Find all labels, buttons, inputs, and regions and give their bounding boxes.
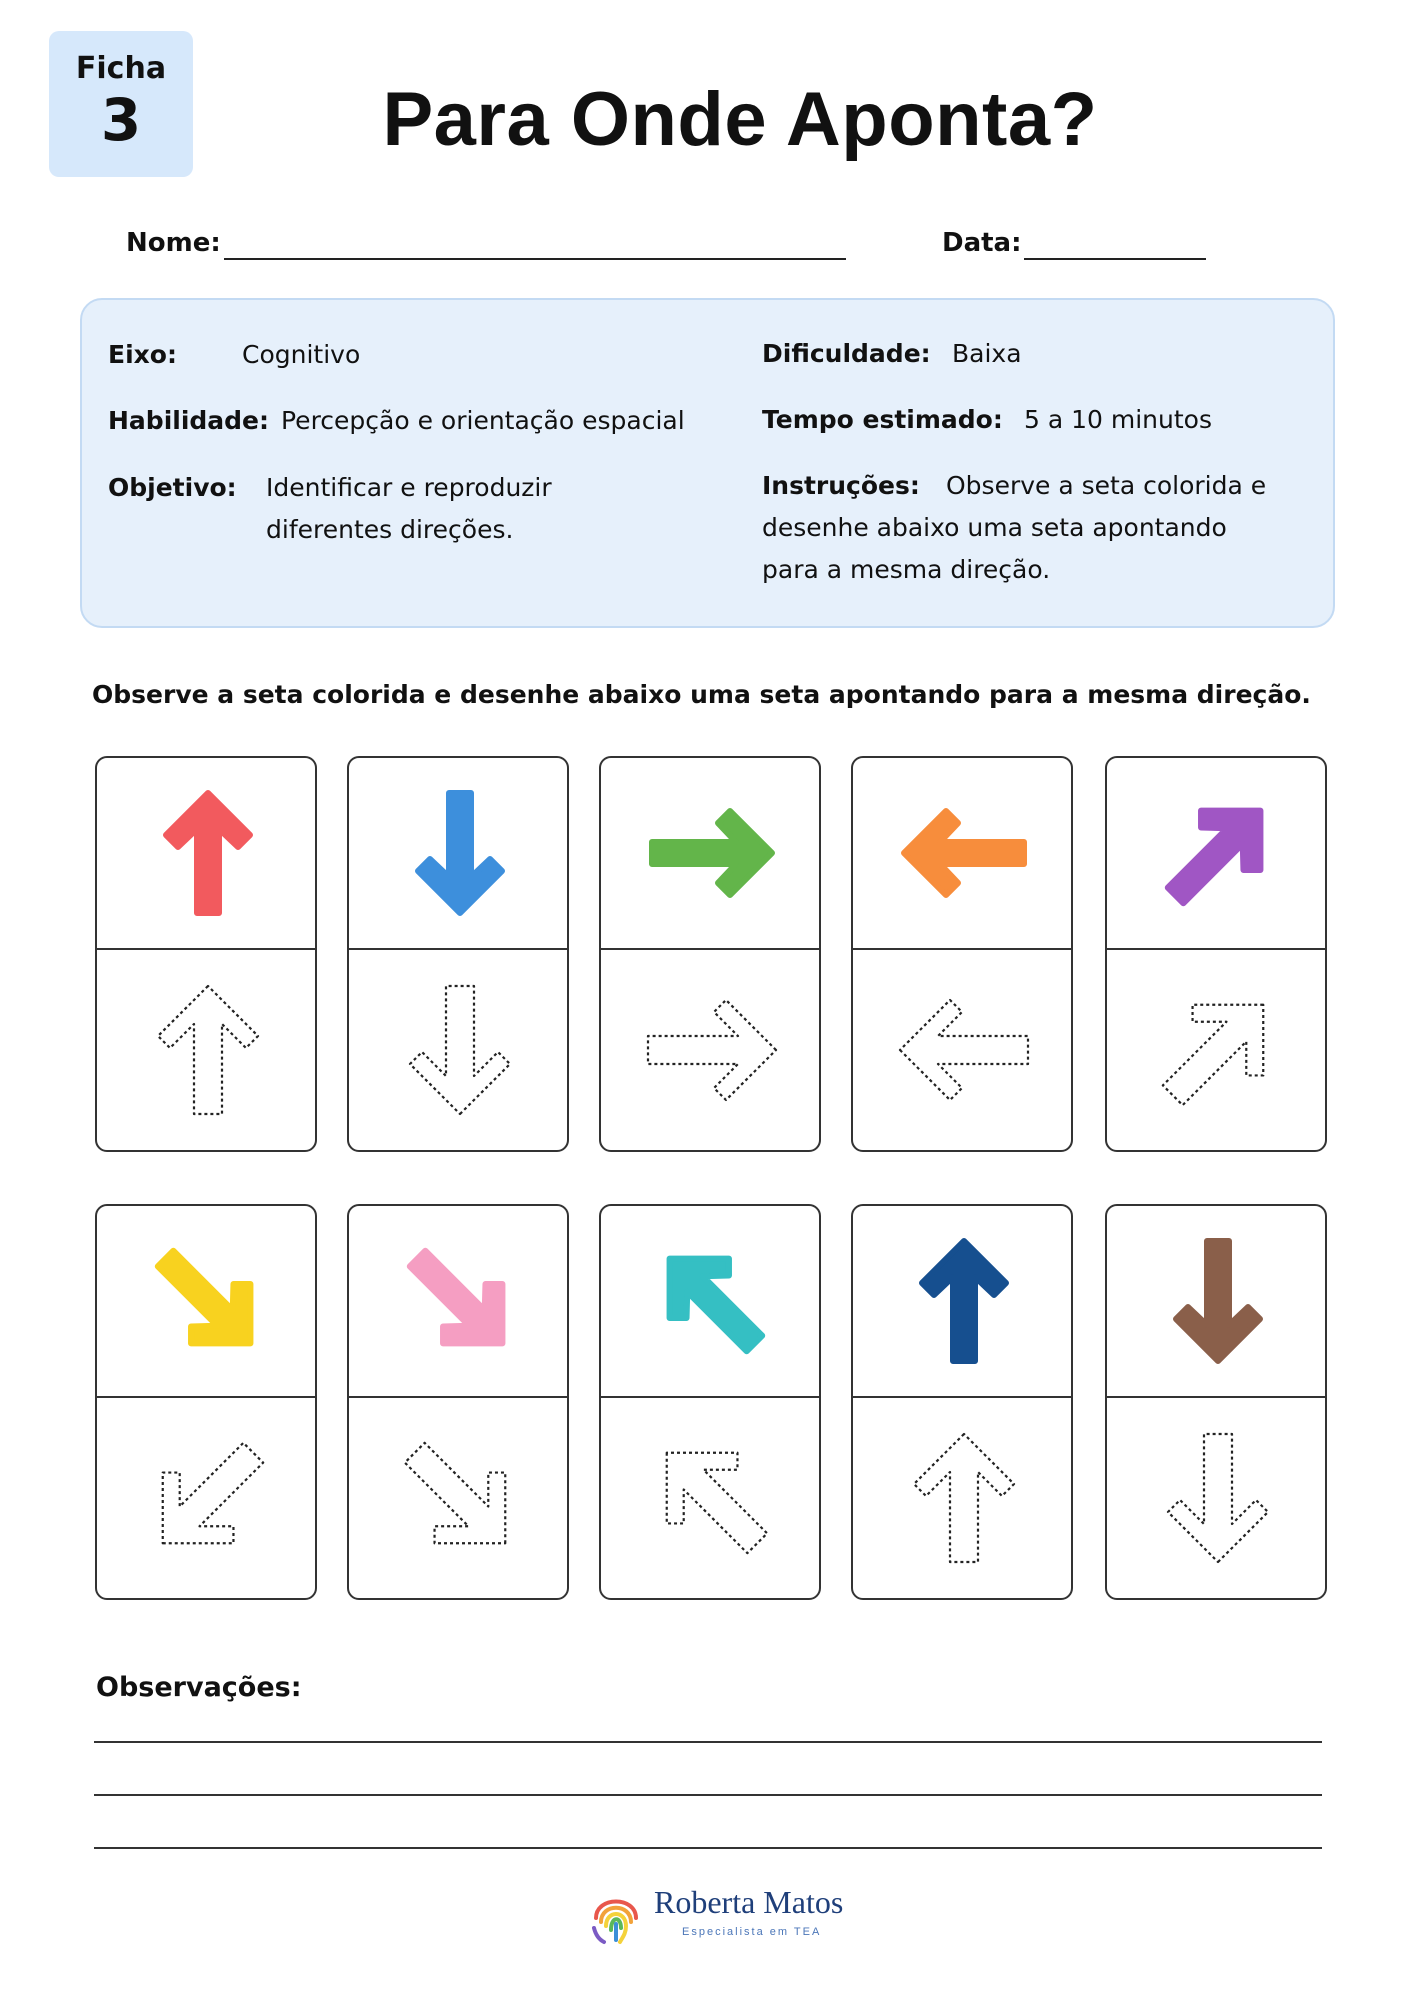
colored-arrow-up-right — [1107, 758, 1327, 948]
fingerprint-icon — [586, 1878, 646, 1948]
page-title: Para Onde Aponta? — [382, 77, 1098, 162]
arrow-card — [95, 756, 317, 1152]
arrow-card — [95, 1204, 317, 1600]
trace-arrow-up-left[interactable] — [601, 1398, 821, 1598]
activity-prompt: Observe a seta colorida e desenhe abaixo uma seta apontando para a mesma direção. — [92, 680, 1311, 709]
colored-arrow-shape — [1176, 1241, 1260, 1361]
dotted-arrow-shape — [914, 1434, 1014, 1562]
arrow-card — [851, 756, 1073, 1152]
trace-arrow-right[interactable] — [601, 950, 821, 1150]
logo-subtitle: Especialista em TEA — [682, 1926, 822, 1938]
observacoes-label: Observações: — [96, 1672, 302, 1703]
tempo-value: 5 a 10 minutos — [1024, 405, 1212, 434]
arrow-card — [1105, 1204, 1327, 1600]
colored-arrow-down — [1107, 1206, 1327, 1396]
objetivo-line-1: Identificar e reproduzir — [266, 473, 552, 502]
dotted-arrow-shape — [900, 1000, 1028, 1100]
trace-arrow-left[interactable] — [853, 950, 1073, 1150]
arrow-card — [347, 756, 569, 1152]
dotted-arrow-shape — [1168, 1434, 1268, 1562]
name-line[interactable] — [224, 258, 846, 260]
trace-arrow-down[interactable] — [349, 950, 569, 1150]
observacoes-line[interactable] — [94, 1794, 1322, 1796]
observacoes-line[interactable] — [94, 1847, 1322, 1849]
trace-arrow-down-left[interactable] — [97, 1398, 317, 1598]
dificuldade-value: Baixa — [952, 339, 1022, 368]
colored-arrow-down — [349, 758, 569, 948]
trace-arrow-up[interactable] — [853, 1398, 1073, 1598]
objetivo-label: Objetivo: — [108, 473, 237, 502]
sheet-number-badge — [49, 31, 193, 177]
colored-arrow-shape — [136, 1229, 280, 1373]
colored-arrow-left — [853, 758, 1073, 948]
date-line[interactable] — [1024, 258, 1206, 260]
colored-arrow-shape — [1146, 781, 1290, 925]
colored-arrow-up — [97, 758, 317, 948]
colored-arrow-shape — [388, 1229, 532, 1373]
badge-label: Ficha — [75, 51, 167, 86]
eixo-label: Eixo: — [108, 340, 177, 369]
colored-arrow-right — [601, 758, 821, 948]
instrucoes-line-2: desenhe abaixo uma seta apontando — [762, 513, 1227, 542]
tempo-label: Tempo estimado: — [762, 405, 1003, 434]
trace-arrow-down-right[interactable] — [349, 1398, 569, 1598]
habilidade-value: Percepção e orientação espacial — [281, 406, 685, 435]
colored-arrow-shape — [640, 1229, 784, 1373]
instrucoes-label: Instruções: — [762, 471, 920, 500]
observacoes-line[interactable] — [94, 1741, 1322, 1743]
colored-arrow-down-right — [97, 1206, 317, 1396]
trace-arrow-up[interactable] — [97, 950, 317, 1150]
colored-arrow-shape — [652, 811, 772, 895]
arrow-card — [851, 1204, 1073, 1600]
colored-arrow-shape — [922, 1241, 1006, 1361]
dotted-arrow-shape — [648, 1000, 776, 1100]
dotted-arrow-shape — [379, 1417, 540, 1578]
trace-arrow-up-right[interactable] — [1107, 950, 1327, 1150]
arrow-card — [599, 1204, 821, 1600]
objetivo-line-2: diferentes direções. — [266, 515, 514, 544]
colored-arrow-shape — [418, 793, 502, 913]
dotted-arrow-shape — [127, 1417, 288, 1578]
colored-arrow-up — [853, 1206, 1073, 1396]
eixo-value: Cognitivo — [242, 340, 361, 369]
arrow-card — [599, 756, 821, 1152]
instrucoes-line-3: para a mesma direção. — [762, 555, 1051, 584]
dotted-arrow-shape — [410, 986, 510, 1114]
trace-arrow-down[interactable] — [1107, 1398, 1327, 1598]
dotted-arrow-shape — [158, 986, 258, 1114]
colored-arrow-shape — [166, 793, 250, 913]
colored-arrow-up-left — [601, 1206, 821, 1396]
instrucoes-line-1: Observe a seta colorida e — [946, 471, 1267, 500]
arrow-card — [347, 1204, 569, 1600]
colored-arrow-shape — [904, 811, 1024, 895]
name-label: Nome: — [126, 228, 221, 258]
logo-name: Roberta Matos — [654, 1884, 844, 1920]
badge-number: 3 — [100, 86, 142, 154]
colored-arrow-down-right — [349, 1206, 569, 1396]
brand-logo — [586, 1878, 844, 1948]
dotted-arrow-shape — [631, 1417, 792, 1578]
dotted-arrow-shape — [1137, 969, 1298, 1130]
dificuldade-label: Dificuldade: — [762, 339, 931, 368]
arrow-card — [1105, 756, 1327, 1152]
date-label: Data: — [942, 228, 1022, 258]
habilidade-label: Habilidade: — [108, 406, 270, 435]
